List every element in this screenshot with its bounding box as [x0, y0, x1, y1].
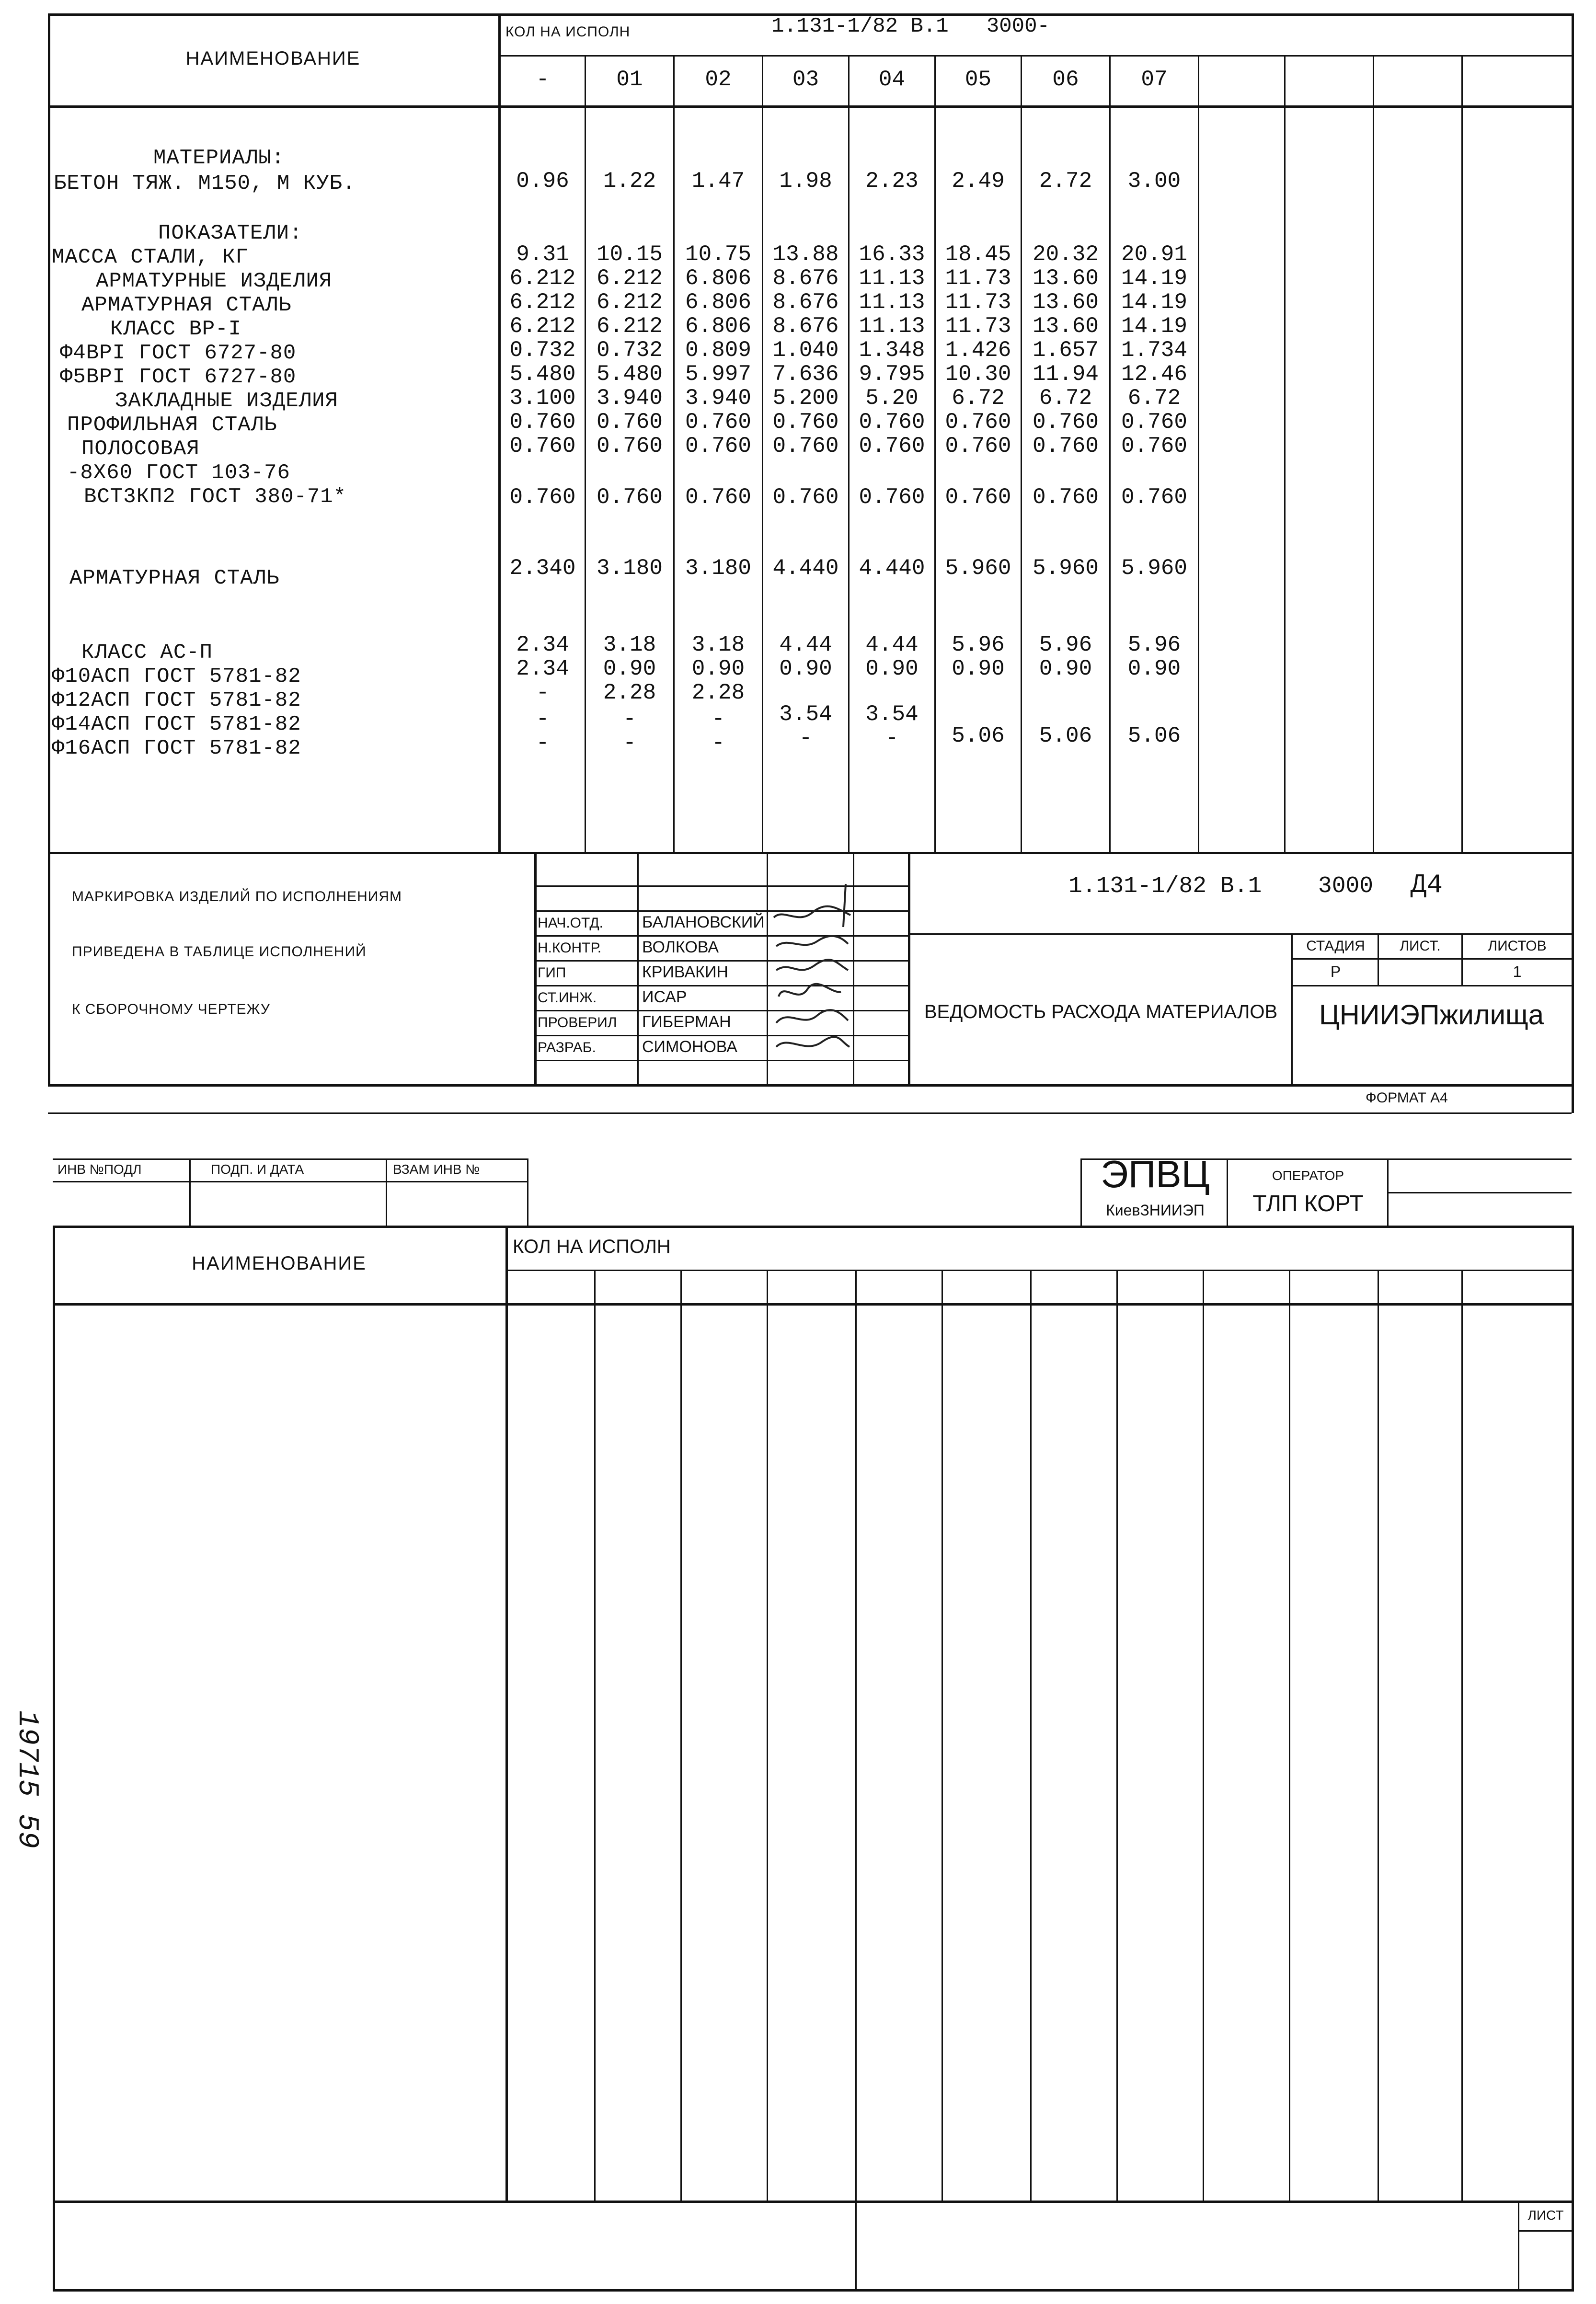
cell: 0.90 — [865, 656, 919, 681]
cell: 5.480 — [509, 362, 576, 387]
signer-role: Н.КОНТР. — [538, 940, 602, 956]
cell: 1.348 — [859, 338, 925, 363]
cell: 6.806 — [685, 314, 752, 339]
row-label: Ф5ВРI ГОСТ 6727-80 — [60, 365, 297, 389]
cell: 14.19 — [1121, 314, 1188, 339]
signer-role: ГИП — [538, 965, 566, 981]
cell: 2.34 — [516, 632, 569, 657]
cell: 0.760 — [1032, 434, 1099, 459]
cell: 9.31 — [516, 242, 569, 267]
note-line-1: МАРКИРОВКА ИЗДЕЛИЙ ПО ИСПОЛНЕНИЯМ — [72, 889, 402, 905]
cell: 0.760 — [945, 434, 1011, 459]
operator-value: ТЛП КОРТ — [1252, 1191, 1364, 1216]
cell: 0.90 — [603, 656, 656, 681]
note-line-3: К СБОРОЧНОМУ ЧЕРТЕЖУ — [72, 1001, 270, 1017]
cell: 0.760 — [685, 434, 752, 459]
cell: 0.760 — [509, 410, 576, 435]
cell: 20.91 — [1121, 242, 1188, 267]
row-label: ПОЛОСОВАЯ — [81, 437, 200, 461]
cell: 8.676 — [772, 314, 839, 339]
cell: 0.760 — [772, 434, 839, 459]
row-label: МАССА СТАЛИ, КГ — [52, 245, 249, 269]
row-label: -8Х60 ГОСТ 103-76 — [67, 461, 290, 485]
cell: 8.676 — [772, 290, 839, 315]
margin-note: 19715 59 — [11, 1710, 43, 1849]
sheet-label: ЛИСТ. — [1400, 938, 1441, 954]
cell: - — [623, 731, 636, 756]
cell: 3.00 — [1127, 169, 1181, 194]
cell: 8.676 — [772, 266, 839, 291]
cell: 10.15 — [596, 242, 663, 267]
stage-value: Р — [1330, 963, 1341, 980]
column-header: 02 — [705, 67, 732, 92]
sheets-label: ЛИСТОВ — [1488, 938, 1547, 954]
cell: 16.33 — [859, 242, 925, 267]
row-label: ПРОФИЛЬНАЯ СТАЛЬ — [67, 413, 277, 437]
kol-na-ispoln-label: КОЛ НА ИСПОЛН — [505, 24, 631, 40]
cell: 13.60 — [1032, 290, 1099, 315]
cell: 3.54 — [779, 702, 832, 727]
cell: 11.73 — [945, 290, 1011, 315]
cell: - — [799, 726, 813, 751]
cell: 5.96 — [1127, 632, 1181, 657]
cell: 1.22 — [603, 169, 656, 194]
sheets-value: 1 — [1513, 963, 1522, 980]
cell: 10.75 — [685, 242, 752, 267]
column-header: 07 — [1141, 67, 1168, 92]
cell: 14.19 — [1121, 266, 1188, 291]
cell: 6.72 — [1039, 386, 1092, 411]
signer-name: КРИВАКИН — [642, 963, 728, 981]
signer-role: НАЧ.ОТД. — [538, 915, 603, 931]
cell: 0.809 — [685, 338, 752, 363]
cell: 1.657 — [1032, 338, 1099, 363]
cell: 20.32 — [1032, 242, 1099, 267]
cell: 7.636 — [772, 362, 839, 387]
cell: 5.06 — [1039, 723, 1092, 748]
cell: 0.760 — [1121, 410, 1188, 435]
format-label: ФОРМАТ А4 — [1366, 1090, 1448, 1106]
stage-label: СТАДИЯ — [1306, 938, 1365, 954]
row-label: АРМАТУРНАЯ СТАЛЬ — [81, 293, 292, 317]
cell: 13.88 — [772, 242, 839, 267]
cell: 0.760 — [772, 410, 839, 435]
cell: 1.98 — [779, 169, 832, 194]
column-header: 01 — [616, 67, 643, 92]
cell: - — [536, 680, 550, 705]
cell: 11.13 — [859, 290, 925, 315]
note-line-2: ПРИВЕДЕНА В ТАБЛИЦЕ ИСПОЛНЕНИЙ — [72, 944, 367, 960]
signer-name: ГИБЕРМАН — [642, 1013, 731, 1031]
cell: 11.13 — [859, 314, 925, 339]
organization: ЦНИИЭПжилища — [1319, 999, 1544, 1031]
cell: 10.30 — [945, 362, 1011, 387]
cell: 5.96 — [952, 632, 1005, 657]
cell: 6.212 — [596, 314, 663, 339]
row-label: Ф4ВРI ГОСТ 6727-80 — [60, 341, 297, 365]
cell: 1.426 — [945, 338, 1011, 363]
cell: 3.940 — [596, 386, 663, 411]
cell: 12.46 — [1121, 362, 1188, 387]
cell: 6.212 — [596, 290, 663, 315]
row-label: Ф16АСП ГОСТ 5781-82 — [52, 736, 301, 760]
signer-role: ПРОВЕРИЛ — [538, 1015, 617, 1031]
cell: 5.200 — [772, 386, 839, 411]
cell: 5.480 — [596, 362, 663, 387]
cell: 3.180 — [685, 556, 752, 581]
cell: 0.760 — [596, 434, 663, 459]
cell: 0.760 — [1032, 410, 1099, 435]
cell: 6.212 — [509, 290, 576, 315]
row-label: Ф14АСП ГОСТ 5781-82 — [52, 712, 301, 736]
name-column-header-2: НАИМЕНОВАНИЕ — [192, 1253, 367, 1274]
row-label: ЗАКЛАДНЫЕ ИЗДЕЛИЯ — [115, 389, 338, 413]
epvc-subtitle: КиевЗНИИЭП — [1106, 1202, 1205, 1219]
kol-na-ispoln-label-2: КОЛ НА ИСПОЛН — [513, 1236, 671, 1257]
doc-num: 3000 — [1318, 873, 1374, 899]
cell: 18.45 — [945, 242, 1011, 267]
cell: 6.72 — [952, 386, 1005, 411]
signer-name: СИМОНОВА — [642, 1038, 737, 1056]
inv-label: ИНВ №ПОДЛ — [57, 1162, 142, 1177]
cell: 0.732 — [509, 338, 576, 363]
cell: - — [712, 707, 725, 732]
cell: - — [536, 731, 550, 756]
cell: 13.60 — [1032, 266, 1099, 291]
cell: 0.760 — [596, 410, 663, 435]
cell: 5.96 — [1039, 632, 1092, 657]
cell: 2.23 — [865, 169, 919, 194]
epvc-title: ЭПВЦ — [1101, 1153, 1210, 1195]
cell: 6.212 — [596, 266, 663, 291]
cell: 2.28 — [691, 680, 745, 705]
signer-role: СТ.ИНЖ. — [538, 990, 597, 1006]
cell: - — [623, 707, 636, 732]
cell: 9.795 — [859, 362, 925, 387]
cell: 5.06 — [952, 723, 1005, 748]
section-heading: ПОКАЗАТЕЛИ: — [158, 221, 303, 245]
stamp-doc-code — [1068, 870, 1443, 900]
cell: 0.760 — [509, 434, 576, 459]
cell: 2.28 — [603, 680, 656, 705]
column-header: 03 — [792, 67, 819, 92]
column-header: 05 — [964, 67, 992, 92]
document-title: ВЕДОМОСТЬ РАСХОДА МАТЕРИАЛОВ — [924, 1001, 1278, 1022]
cell: 2.34 — [516, 656, 569, 681]
cell: 3.180 — [596, 556, 663, 581]
cell: 0.760 — [1121, 485, 1188, 510]
cell: 0.732 — [596, 338, 663, 363]
cell: 2.340 — [509, 556, 576, 581]
operator-label: ОПЕРАТОР — [1272, 1168, 1344, 1183]
cell: 0.760 — [1032, 485, 1099, 510]
name-column-header: НАИМЕНОВАНИЕ — [185, 48, 361, 69]
cell: 0.760 — [945, 410, 1011, 435]
row-label: Ф10АСП ГОСТ 5781-82 — [52, 665, 301, 688]
doc-code-top: 1.131-1/82 В.1 3000- — [771, 14, 1050, 38]
cell: 1.47 — [691, 169, 745, 194]
cell: 0.760 — [859, 410, 925, 435]
row-label: Ф12АСП ГОСТ 5781-82 — [52, 688, 301, 712]
cell: 13.60 — [1032, 314, 1099, 339]
cell: 2.49 — [952, 169, 1005, 194]
cell: 0.760 — [596, 485, 663, 510]
cell: 14.19 — [1121, 290, 1188, 315]
cell: 0.90 — [1039, 656, 1092, 681]
cell: 5.960 — [945, 556, 1011, 581]
cell: 5.960 — [1121, 556, 1188, 581]
row-label: ВСТ3КП2 ГОСТ 380-71* — [84, 485, 347, 509]
column-header: - — [536, 67, 550, 92]
cell: 6.806 — [685, 290, 752, 315]
cell: 5.20 — [865, 386, 919, 411]
cell: 6.806 — [685, 266, 752, 291]
row-label: КЛАСС ВР-I — [110, 317, 242, 341]
row-label: АРМАТУРНЫЕ ИЗДЕЛИЯ — [96, 269, 333, 293]
cell: 6.72 — [1127, 386, 1181, 411]
vzam-label: ВЗАМ ИНВ № — [393, 1162, 480, 1177]
cell: 3.18 — [603, 632, 656, 657]
cell: 1.040 — [772, 338, 839, 363]
column-header: 04 — [878, 67, 906, 92]
cell: 0.760 — [1121, 434, 1188, 459]
cell: 5.997 — [685, 362, 752, 387]
cell: 0.760 — [685, 485, 752, 510]
signer-name: ИСАР — [642, 988, 687, 1006]
cell: 3.54 — [865, 702, 919, 727]
cell: 0.90 — [779, 656, 832, 681]
cell: 11.94 — [1032, 362, 1099, 387]
cell: 0.760 — [685, 410, 752, 435]
cell: 0.90 — [952, 656, 1005, 681]
cell: 6.212 — [509, 266, 576, 291]
section-heading: МАТЕРИАЛЫ: — [153, 146, 285, 170]
cell: 1.734 — [1121, 338, 1188, 363]
cell: 4.440 — [859, 556, 925, 581]
doc-code: 1.131-1/82 В.1 — [1068, 873, 1262, 899]
cell: 3.100 — [509, 386, 576, 411]
cell: 11.73 — [945, 314, 1011, 339]
signer-name: БАЛАНОВСКИЙ — [642, 913, 765, 931]
list-label: ЛИСТ — [1527, 2208, 1564, 2223]
column-header: 06 — [1052, 67, 1079, 92]
cell: 11.13 — [859, 266, 925, 291]
cell: 0.760 — [859, 485, 925, 510]
cell: 0.760 — [859, 434, 925, 459]
cell: 0.760 — [509, 485, 576, 510]
cell: 4.440 — [772, 556, 839, 581]
sign-date-label: ПОДП. И ДАТА — [211, 1162, 304, 1177]
cell: 2.72 — [1039, 169, 1092, 194]
row-label: БЕТОН ТЯЖ. М150, М КУБ. — [54, 172, 356, 195]
cell: 5.06 — [1127, 723, 1181, 748]
row-label: КЛАСС АС-П — [81, 641, 213, 665]
signatures-graphic — [769, 879, 855, 1080]
signer-role: РАЗРАБ. — [538, 1040, 596, 1055]
cell: 0.90 — [691, 656, 745, 681]
cell: 5.960 — [1032, 556, 1099, 581]
cell: 0.90 — [1127, 656, 1181, 681]
row-label: АРМАТУРНАЯ СТАЛЬ — [69, 566, 280, 590]
cell: 0.760 — [945, 485, 1011, 510]
cell: 3.18 — [691, 632, 745, 657]
cell: 0.96 — [516, 169, 569, 194]
cell: - — [885, 726, 899, 751]
cell: - — [536, 707, 550, 732]
doc-suffix: Д4 — [1410, 870, 1443, 900]
signer-name: ВОЛКОВА — [642, 938, 719, 956]
cell: 0.760 — [772, 485, 839, 510]
cell: 4.44 — [865, 632, 919, 657]
cell: 4.44 — [779, 632, 832, 657]
cell: 11.73 — [945, 266, 1011, 291]
cell: 3.940 — [685, 386, 752, 411]
cell: 6.212 — [509, 314, 576, 339]
cell: - — [712, 731, 725, 756]
